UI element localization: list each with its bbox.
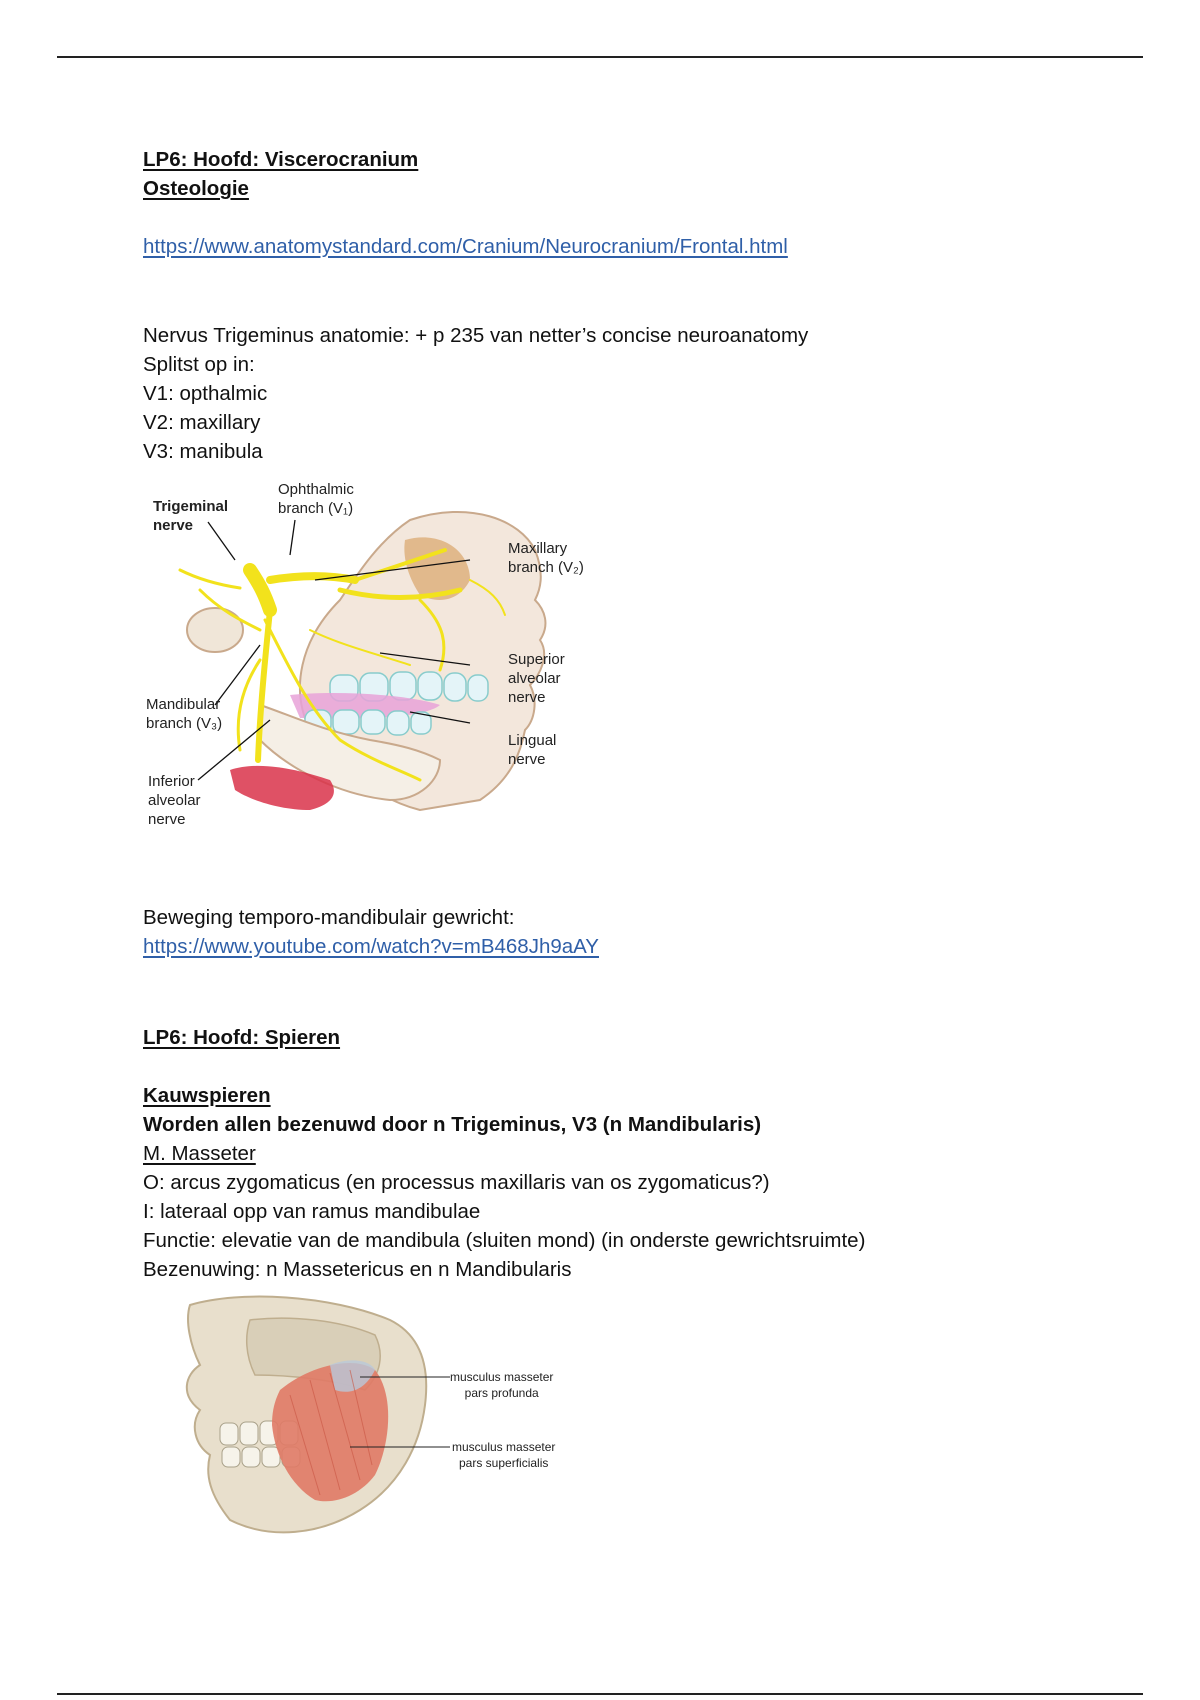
functie-line: Functie: elevatie van de mandibula (sluiten mond) (in onderste gewrichtsruimte) [143, 1229, 866, 1252]
section-title-spieren: LP6: Hoofd: Spieren [143, 1026, 341, 1049]
nervus-trigeminus-line: Nervus Trigeminus anatomie: + p 235 van netter’s concise neuroanatomy [143, 324, 809, 347]
innervation-line: Worden allen bezenuwd door n Trigeminus, V3 (n Mandibularis) [143, 1113, 762, 1136]
subtitle-osteologie: Osteologie [143, 177, 249, 200]
tmj-block [143, 903, 1143, 961]
bezenuwing-line: Bezenuwing: n Massetericus en n Mandibularis [143, 1258, 572, 1281]
origin-line: O: arcus zygomaticus (en processus maxillaris van os zygomaticus?) [143, 1171, 770, 1194]
label-pars-superficialis: musculus masseter pars superficialis [452, 1440, 556, 1470]
masseter-figure [160, 1295, 600, 1550]
bottom-rule [57, 1693, 1143, 1695]
label-maxillary: Maxillary branch (V₂) [508, 540, 584, 576]
spieren-section [143, 1023, 1143, 1284]
youtube-link[interactable]: https://www.youtube.com/watch?v=mB468Jh9aAY [143, 935, 599, 958]
label-mandibular: Mandibular branch (V₃) [146, 696, 223, 732]
tmj-label: Beweging temporo-mandibulair gewricht: [143, 906, 515, 929]
ear-bone [187, 608, 243, 652]
label-superior-alveolar: Superior alveolar nerve [508, 651, 565, 706]
label-lingual: Lingual nerve [508, 732, 557, 768]
splitst-line: Splitst op in: [143, 353, 255, 376]
v2-line: V2: maxillary [143, 411, 261, 434]
top-rule [57, 56, 1143, 58]
trigeminal-figure [140, 480, 610, 880]
document-body [143, 145, 1143, 466]
kauwspieren-heading: Kauwspieren [143, 1084, 271, 1107]
masseter-heading: M. Masseter [143, 1142, 256, 1165]
insertion-line: I: lateraal opp van ramus mandibulae [143, 1200, 481, 1223]
label-ophthalmic: Ophthalmic branch (V₁) [278, 481, 354, 517]
section-title-viscerocranium: LP6: Hoofd: Viscerocranium [143, 148, 419, 171]
anatomystandard-link[interactable]: https://www.anatomystandard.com/Cranium/Neurocranium/Frontal.html [143, 235, 788, 258]
label-pars-profunda: musculus masseter pars profunda [450, 1370, 554, 1400]
label-inferior-alveolar: Inferior alveolar nerve [148, 773, 201, 828]
masseter-illustration [160, 1295, 600, 1550]
v1-line: V1: opthalmic [143, 382, 268, 405]
v3-line: V3: manibula [143, 440, 263, 463]
label-trigeminal: Trigeminal nerve [153, 498, 229, 534]
